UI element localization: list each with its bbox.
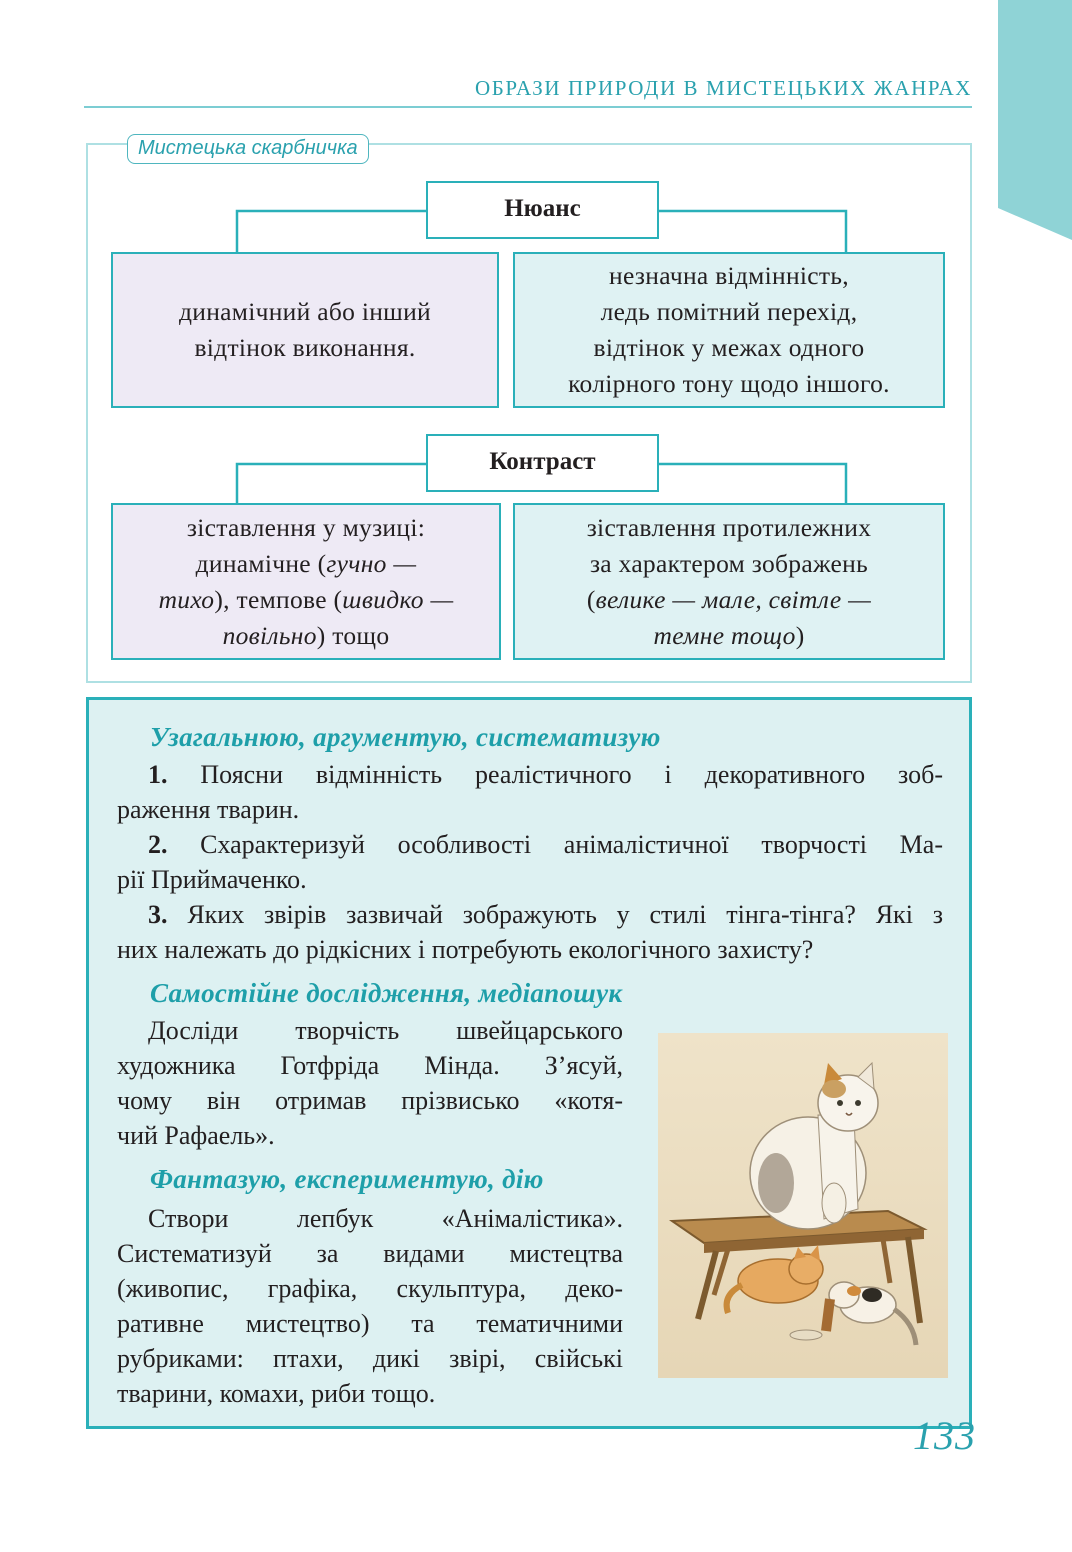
- treasury-label: Мистецька скарбничка: [127, 134, 369, 164]
- definition-line: незначна відмінність,: [609, 261, 849, 290]
- create-line: рубриками: птахи, дикі звірі, свійські: [117, 1344, 623, 1373]
- contrast-music-definition: [111, 503, 501, 660]
- research-line: чий Рафаель».: [117, 1121, 275, 1150]
- definition-line: (велике — мале, світле —: [586, 584, 872, 614]
- definition-line: колірного тону щодо іншого.: [568, 369, 890, 398]
- task-item-2: 2. Схарактеризуй особливості анімалістичної творчості Ма-: [148, 830, 943, 859]
- running-header: ОБРАЗИ ПРИРОДИ В МИСТЕЦЬКИХ ЖАНРАХ: [474, 76, 972, 100]
- page-number: 133: [913, 1413, 976, 1458]
- definition-line: динамічний або інший: [178, 297, 432, 326]
- definition-line: за характером зображень: [589, 548, 869, 578]
- research-line: художника Готфріда Мінда. З’ясуй,: [117, 1051, 623, 1080]
- task-item-3-cont: них належать до рідкісних і потребують екологічного захисту?: [117, 935, 814, 964]
- nuance-music-definition: [111, 252, 499, 408]
- create-line: (живопис, графіка, скульптура, деко-: [117, 1274, 623, 1303]
- section-heading-generalize: Узагальнюю, аргументую, систематизую: [150, 722, 661, 752]
- cat-with-kittens-illustration: [658, 1033, 948, 1378]
- term-box-nuance: Нюанс: [426, 181, 659, 239]
- definition-line: зіставлення у музиці:: [186, 512, 426, 542]
- definition-line: відтінок у межах одного: [593, 333, 865, 362]
- research-line: чому він отримав прізвисько «котя-: [117, 1086, 623, 1115]
- task-item-1-cont: раження тварин.: [117, 795, 300, 824]
- definition-line: ледь помітний перехід,: [600, 297, 858, 326]
- definition-line: зіставлення протилежних: [586, 512, 872, 542]
- definition-line: тихо), темпове (швидко —: [158, 584, 454, 614]
- section-heading-research: Самостійне дослідження, медіапошук: [150, 978, 623, 1008]
- term-box-contrast: Контраст: [426, 434, 659, 492]
- definition-line: повільно) тощо: [222, 620, 390, 650]
- create-line: Систематизуй за видами мистецтва: [117, 1239, 623, 1268]
- definition-line: темне тощо): [653, 620, 805, 650]
- nuance-art-definition: [513, 252, 945, 408]
- section-heading-create: Фантазую, експериментую, дію: [150, 1164, 544, 1194]
- create-line: ративне мистецтво) та тематичними: [117, 1309, 623, 1338]
- definition-line: динамічне (гучно —: [195, 548, 417, 578]
- create-line: Створи лепбук «Анімалістика».: [148, 1204, 623, 1233]
- research-line: Досліди творчість швейцарського: [148, 1016, 623, 1045]
- contrast-art-definition: [513, 503, 945, 660]
- create-line: тварини, комахи, риби тощо.: [117, 1379, 436, 1408]
- task-item-2-cont: рії Приймаченко.: [117, 865, 307, 894]
- task-item-1: 1. Поясни відмінність реалістичного і декоративного зоб-: [148, 760, 944, 789]
- task-item-3: 3. Яких звірів зазвичай зображують у стилі тінга-тінга? Які з: [148, 900, 943, 929]
- definition-line: відтінок виконання.: [194, 333, 416, 362]
